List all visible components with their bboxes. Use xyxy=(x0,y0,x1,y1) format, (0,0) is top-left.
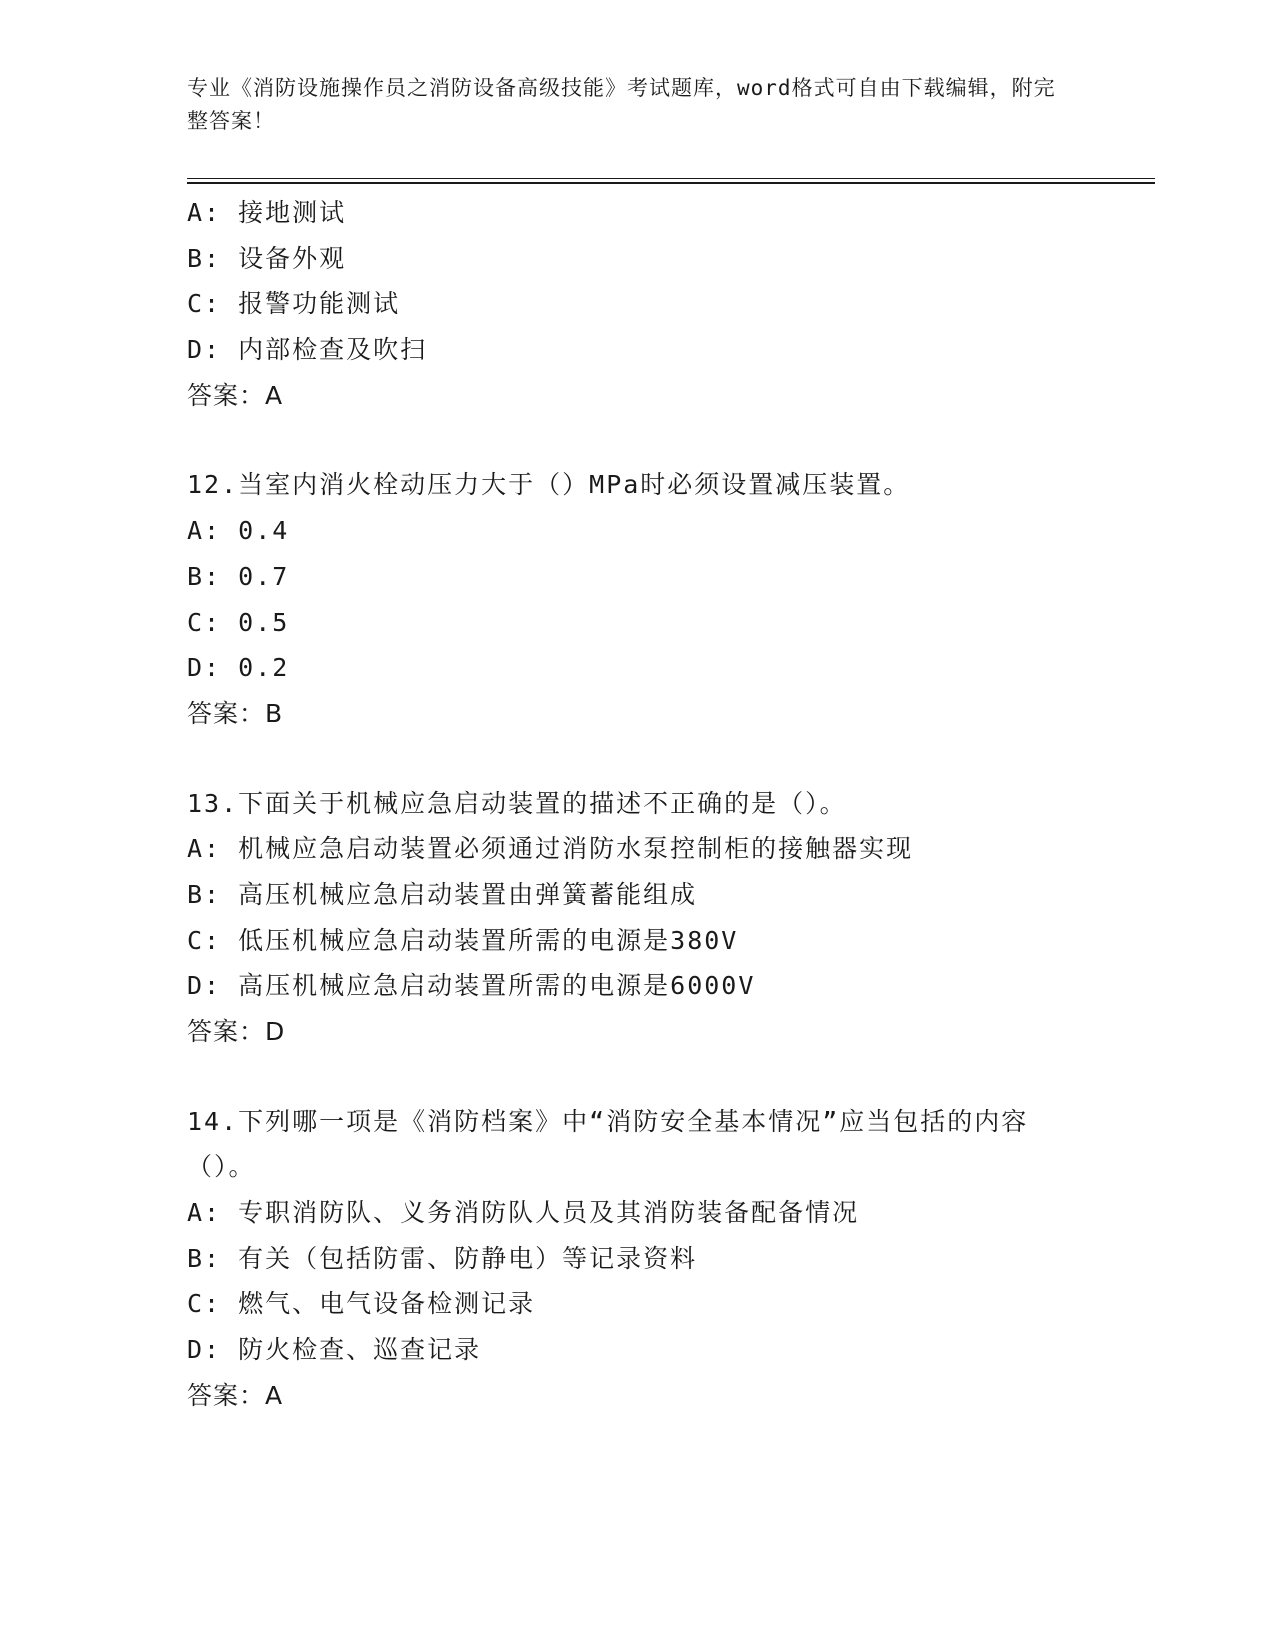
answer-line: 答案：A xyxy=(187,1380,284,1410)
question-14 xyxy=(187,1099,1107,1419)
option-a: A: 接地测试 xyxy=(187,198,347,227)
document-header: 专业《消防设施操作员之消防设备高级技能》考试题库，word格式可自由下载编辑，附完整答案！ xyxy=(187,76,1056,133)
option-a: A: 机械应急启动装置必须通过消防水泵控制柜的接触器实现 xyxy=(187,834,914,864)
answer-line: 答案：A xyxy=(187,380,284,410)
header-divider-thick xyxy=(187,182,1155,184)
option-c: C: 0.5 xyxy=(187,607,290,637)
option-a: A: 0.4 xyxy=(187,516,290,546)
question-11-continued xyxy=(187,190,1107,418)
option-b: B: 有关（包括防雷、防静电）等记录资料 xyxy=(187,1243,698,1273)
option-b: B: 设备外观 xyxy=(187,243,347,273)
option-c: C: 报警功能测试 xyxy=(187,289,401,319)
option-d: D: 防火检查、巡查记录 xyxy=(187,1335,482,1365)
option-d: D: 0.2 xyxy=(187,653,290,683)
answer-line: 答案：B xyxy=(187,698,284,728)
spacer xyxy=(187,1055,1107,1099)
question-stem: 13.下面关于机械应急启动装置的描述不正确的是（）。 xyxy=(187,788,847,818)
question-stem: 14.下列哪一项是《消防档案》中“消防安全基本情况”应当包括的内容（）。 xyxy=(187,1106,1029,1182)
option-b: B: 高压机械应急启动装置由弹簧蓄能组成 xyxy=(187,879,698,909)
option-c: C: 燃气、电气设备检测记录 xyxy=(187,1289,536,1319)
answer-line: 答案：D xyxy=(187,1017,286,1046)
spacer xyxy=(187,418,1107,462)
option-d: D: 高压机械应急启动装置所需的电源是6000V xyxy=(187,971,756,1001)
option-d: D: 内部检查及吹扫 xyxy=(187,335,428,365)
header-divider-thin xyxy=(187,178,1155,179)
option-a: A: 专职消防队、义务消防队人员及其消防装备配备情况 xyxy=(187,1198,860,1228)
question-list xyxy=(187,190,1107,1419)
question-13 xyxy=(187,781,1107,1055)
question-stem: 12.当室内消火栓动压力大于（）MPa时必须设置减压装置。 xyxy=(187,470,911,500)
option-c: C: 低压机械应急启动装置所需的电源是380V xyxy=(187,925,739,955)
option-b: B: 0.7 xyxy=(187,561,290,591)
question-12 xyxy=(187,462,1107,736)
spacer xyxy=(187,737,1107,781)
